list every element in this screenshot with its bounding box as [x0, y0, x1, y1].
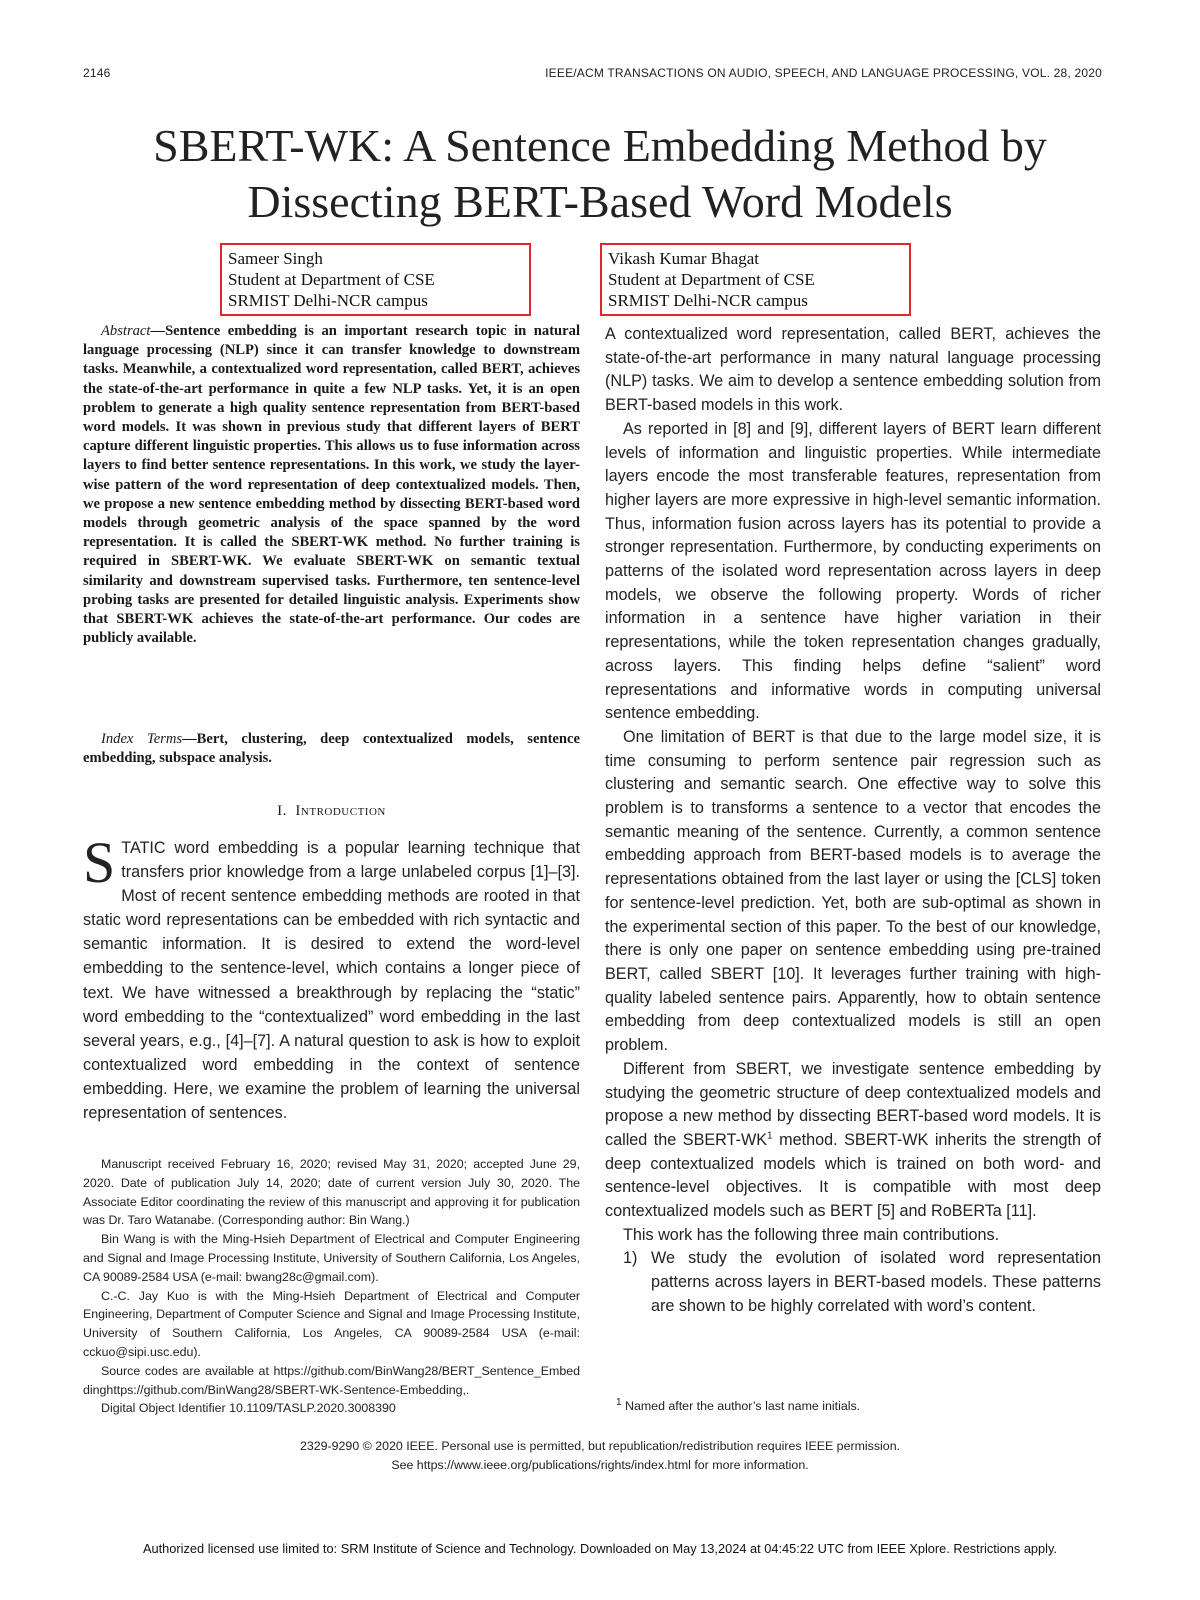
- footnote-right-marker: 1: [616, 1396, 622, 1408]
- abstract: [83, 322, 580, 648]
- footnote-author-2: C.-C. Jay Kuo is with the Ming-Hsieh Department of Electrical and Computer Engineering, Department of Computer Science and Signal and Image Processing Institute, University of Southern California, Los Angeles, CA 90089-2584 USA (e-mail: cckuo@sipi.usc.edu).: [83, 1288, 580, 1359]
- author-campus: SRMIST Delhi-NCR campus: [228, 291, 428, 310]
- footnote-right: [616, 1396, 861, 1413]
- authorized-use-notice: Authorized licensed use limited to: SRM Institute of Science and Technology. Downloaded on May 13,2024 at 04:45:22 UTC from IEEE Xplore. Restrictions apply.: [142, 1541, 1058, 1556]
- copyright-line-2: See https://www.ieee.org/publications/rights/index.html for more information.: [391, 1458, 809, 1472]
- contribution-text: We study the evolution of isolated word representation patterns across layers in BERT-based models. These patterns are shown to be highly correlated with word’s content.: [651, 1249, 1101, 1315]
- index-terms-text: —Bert, clustering, deep contextualized models, sentence embedding, subspace analysis.: [83, 731, 580, 767]
- author-campus: SRMIST Delhi-NCR campus: [608, 291, 808, 310]
- section-title: Introduction: [295, 803, 386, 819]
- footnote-author-1: Bin Wang is with the Ming-Hsieh Department of Electrical and Computer Engineering and Signal and Image Processing Institute, University of Southern California, Los Angeles, CA 90089-2584 USA (e-mail: bwang28c@gmail.com).: [83, 1232, 580, 1284]
- paragraph-text: Different from SBERT, we investigate sentence embedding by studying the geometric structure of deep contextualized models and propose a new method by dissecting BERT-based word models. It is called the SBERT-WK: [605, 1059, 1101, 1149]
- paper-title: [60, 118, 1140, 230]
- footnote-source-codes: Source codes are available at https://github.com/BinWang28/BERT_Sentence_Embeddinghttps://github.com/BinWang28/SBERT-WK-Sentence-Embedding,.: [83, 1363, 580, 1397]
- contribution-number: 1): [623, 1249, 638, 1268]
- author-role: Student at Department of CSE: [228, 270, 435, 289]
- contribution-item: [605, 1247, 1101, 1318]
- footnote-doi: Digital Object Identifier 10.1109/TASLP.2020.3008390: [101, 1401, 396, 1416]
- abstract-label: Abstract: [101, 323, 151, 339]
- index-terms: [83, 730, 580, 768]
- footnote-marker: 1: [767, 1130, 773, 1142]
- copyright-line-1: 2329-9290 © 2020 IEEE. Personal use is permitted, but republication/redistribution requires IEEE permission.: [299, 1439, 901, 1453]
- paragraph-text-rest: method. SBERT-WK inherits the strength of deep contextualized models which is trained on both word- and sentence-level objectives. It is compatible with most deep contextualized models such as BERT [5] and RoBERTa [11].: [605, 1130, 1101, 1221]
- author-box-2: [600, 243, 911, 316]
- copyright-notice: [0, 1437, 1200, 1475]
- title-line-2: Dissecting BERT-Based Word Models: [247, 176, 953, 227]
- contributions-intro: This work has the following three main contributions.: [623, 1225, 1000, 1244]
- page-number: 2146: [83, 66, 111, 80]
- author-name: Vikash Kumar Bhagat: [608, 249, 759, 268]
- author-name: Sameer Singh: [228, 249, 323, 268]
- abstract-text: —Sentence embedding is an important research topic in natural language processing (NLP) since it can transfer knowledge to downstream tasks. Meanwhile, a contextualized word representation, called BERT, achieves the state-of-the-art performance in quite a few NLP tasks. Yet, it is an open problem to generate a high quality sentence representation from BERT-based word models. It was shown in previous study that different layers of BERT capture different linguistic properties. This allows us to fuse information across layers to find better sentence representations. In this work, we study the layer-wise pattern of the word representation of deep contextualized models. Then, we propose a new sentence embedding method by dissecting BERT-based word models through geometric analysis of the space spanned by the word representation. It is called the SBERT-WK method. No further training is required in SBERT-WK. We evaluate SBERT-WK on semantic textual similarity and downstream supervised tasks. Furthermore, ten sentence-level probing tasks are presented for detailed linguistic analysis. Experiments show that SBERT-WK achieves the state-of-the-art performance. Our codes are publicly available.: [83, 323, 580, 647]
- index-terms-label: Index Terms: [101, 731, 183, 747]
- paragraph: A contextualized word representation, called BERT, achieves the state-of-the-art performance in many natural language processing (NLP) tasks. We aim to develop a sentence embedding solution from BERT-based models in this work.: [605, 325, 1101, 415]
- intro-left-column: [83, 830, 580, 1125]
- section-number: I.: [277, 803, 287, 819]
- paragraph: One limitation of BERT is that due to the large model size, it is time consuming to perform sentence pair regression such as clustering and semantic search. One effective way to solve this problem is to transforms a sentence to a vector that encodes the semantic meaning of the sentence. Currently, a common sentence embedding approach from BERT-based models is to average the representations obtained from the last layer or using the [CLS] token for sentence-level prediction. Yet, both are sub-optimal as shown in the experimental section of this paper. To the best of our knowledge, there is only one paper on sentence embedding using pre-trained BERT, called SBERT [10]. It leverages further training with high-quality labeled sentence pairs. Apparently, how to obtain sentence embedding from deep contextualized models is still an open problem.: [605, 727, 1101, 1055]
- footnote-manuscript: Manuscript received February 16, 2020; revised May 31, 2020; accepted June 29, 2020. Date of publication July 14, 2020; date of current version July 30, 2020. The Associate Editor coordinating the review of this manuscript and approving it for publication was Dr. Taro Watanabe. (Corresponding author: Bin Wang.): [83, 1157, 580, 1228]
- dropcap: S: [83, 830, 116, 895]
- title-line-1: SBERT-WK: A Sentence Embedding Method by: [153, 120, 1047, 171]
- paragraph: [605, 1058, 1101, 1224]
- intro-right-column: [605, 323, 1101, 1319]
- author-role: Student at Department of CSE: [608, 270, 815, 289]
- journal-header: IEEE/ACM TRANSACTIONS ON AUDIO, SPEECH, AND LANGUAGE PROCESSING, VOL. 28, 2020: [545, 66, 1102, 80]
- paragraph: As reported in [8] and [9], different layers of BERT learn different levels of information and linguistic properties. While intermediate layers encode the most transferable features, representation from higher layers are more expressive in high-level semantic information. Thus, information fusion across layers has its potential to provide a stronger representation. Furthermore, by conducting experiments on patterns of the isolated word representation across layers in deep models, we observe the following property. Words of richer information in a sentence have higher variation in their representations, while the token representation changes gradually, across layers. This finding helps define “salient” word representations and informative words in computing universal sentence embedding.: [605, 419, 1101, 723]
- author-box-1: [220, 243, 531, 316]
- intro-left-text: TATIC word embedding is a popular learning technique that transfers prior knowledge from a large unlabeled corpus [1]–[3]. Most of recent sentence embedding methods are rooted in that static word representations can be embedded with rich syntactic and semantic information. It is desired to extend the word-level embedding to the sentence-level, which contains a longer piece of text. We have witnessed a breakthrough by replacing the “static” word embedding to the “contextualized” word embedding in the last several years, e.g., [4]–[7]. A natural question to ask is how to exploit contextualized word embedding in the context of sentence embedding. Here, we examine the problem of learning the universal representation of sentences.: [83, 839, 580, 1123]
- footnotes-left: [83, 1155, 580, 1418]
- footnote-right-text: Named after the author’s last name initials.: [625, 1399, 861, 1413]
- section-heading: [83, 803, 580, 820]
